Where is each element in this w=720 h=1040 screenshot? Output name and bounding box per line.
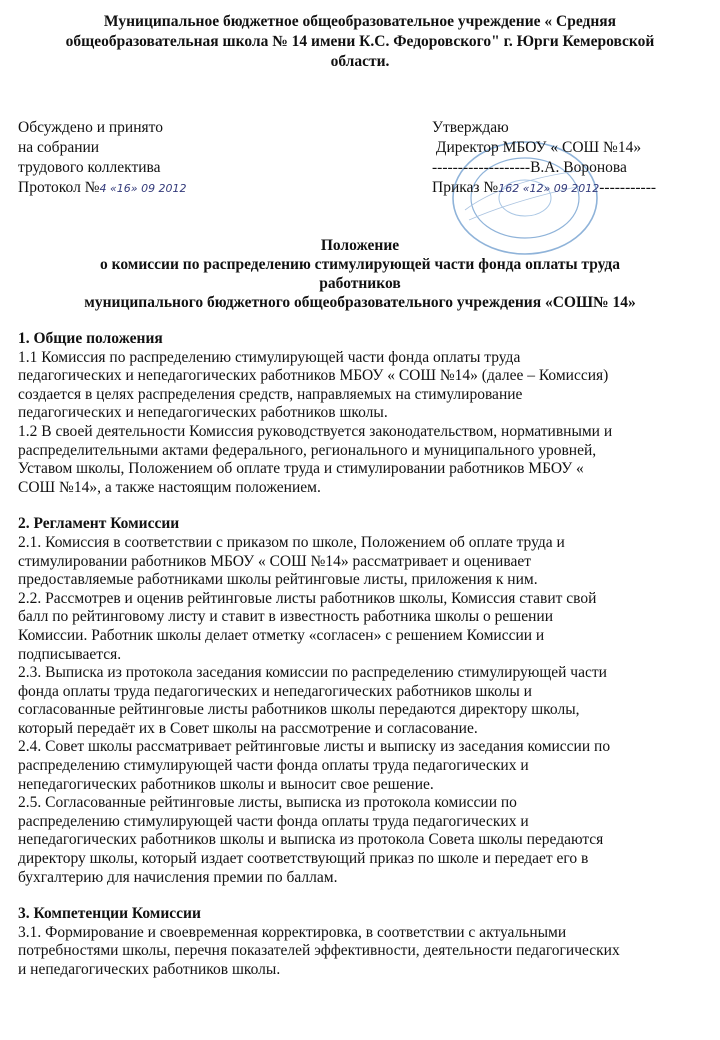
paragraph-line: педагогических и непедагогических работников МБОУ « СОШ №14» (далее – Комиссия) (18, 367, 609, 385)
left-line: на собрании (18, 139, 100, 156)
paragraph-line: который передаёт их в Совет школы на рассмотрение и согласование. (18, 719, 478, 737)
paragraph-line: Уставом школы, Положением об оплате труда и стимулировании работников МБОУ « (18, 460, 584, 478)
header-line: области. (330, 53, 390, 70)
director-signature-line (432, 158, 712, 178)
title-line: о комиссии по распределению стимулирующей части фонда оплаты труда (99, 256, 620, 273)
paragraph-line: директору школы, который издает соответствующий приказ по школе и передает его в (18, 850, 589, 868)
section-title: 1. Общие положения (18, 330, 163, 347)
paragraph-line: бухгалтерию для начисления премии по баллам. (18, 868, 338, 886)
paragraph-line: 3.1. Формирование и своевременная корректировка, в соответствии с актуальными (18, 923, 567, 941)
paragraph-line: СОШ №14», а также настоящим положением. (18, 478, 321, 496)
right-line: Утверждаю (432, 119, 509, 136)
paragraph-line: согласованные рейтинговые листы работников школы передаются директору школы, (18, 701, 580, 719)
header-line: общеобразовательная школа № 14 имени К.С. Федоровского" г. Юрги Кемеровской (65, 33, 655, 50)
paragraph-line: 2.3. Выписка из протокола заседания комиссии по распределению стимулирующей части (18, 664, 607, 682)
title-line: муниципального бюджетного общеобразовательного учреждения «СОШ№ 14» (84, 294, 636, 311)
section-title: 2. Регламент Комиссии (18, 515, 180, 533)
paragraph-line: Комиссии. Работник школы делает отметку «согласен» с решением Комиссии и (18, 626, 545, 644)
paragraph-line: 2.2. Рассмотрев и оценив рейтинговые листы работников школы, Комиссия ставит свой (18, 589, 597, 607)
order-dashes: ----------- (599, 179, 657, 196)
institution-header (30, 12, 690, 72)
paragraph-line: непедагогических работников школы и выносит свое решение. (18, 775, 434, 793)
paragraph-line: фонда оплаты труда педагогических и непедагогических работников школы и (18, 682, 532, 700)
paragraph-line: непедагогических работников школы и выписка из протокола Совета школы передаются (18, 831, 604, 849)
section-gap (18, 497, 706, 515)
paragraph-line: подписывается. (18, 645, 122, 663)
paragraph-line: 1.2 В своей деятельности Комиссия руководствуется законодательством, нормативными и (18, 422, 613, 440)
paragraph-line: распределительными актами федерального, регионального и муниципального уровней, (18, 441, 597, 459)
protocol-handwritten: 4 «16» 09 2012 (99, 182, 187, 195)
order-line (432, 178, 712, 199)
paragraph-line: 1.1 Комиссия по распределению стимулирующей части фонда оплаты труда (18, 348, 521, 366)
document-body (18, 330, 706, 980)
paragraph-line: создается в целях распределения средств, направляемых на стимулирование (18, 385, 523, 403)
protocol-line (18, 178, 318, 199)
order-handwritten: 162 «12» 09 2012 (498, 182, 600, 195)
section-gap (18, 887, 706, 905)
director-name: В.А. Воронова (530, 159, 627, 176)
paragraph-line: педагогических и непедагогических работников школы. (18, 404, 388, 422)
paragraph-line: распределению стимулирующей части фонда оплаты труда педагогических и (18, 812, 529, 830)
paragraph-line: 2.1. Комиссия в соответствии с приказом по школе, Положением об оплате труда и (18, 533, 565, 551)
order-label: Приказ № (432, 179, 499, 196)
paragraph-line: распределению стимулирующей части фонда оплаты труда педагогических и (18, 757, 529, 775)
right-line: Директор МБОУ « СОШ №14» (432, 139, 642, 156)
approval-left-block (18, 118, 318, 199)
paragraph-line: потребностями школы, перечня показателей эффективности, деятельности педагогических (18, 942, 620, 960)
document-title (20, 236, 700, 312)
left-line: Обсуждено и принято (18, 119, 163, 136)
protocol-label: Протокол № (18, 179, 100, 196)
title-line: Положение (320, 237, 400, 254)
paragraph-line: предоставляемые работниками школы рейтинговые листы, приложения к ним. (18, 571, 538, 589)
paragraph-line: 2.4. Совет школы рассматривает рейтинговые листы и выписку из заседания комиссии по (18, 738, 611, 756)
paragraph-line: стимулировании работников МБОУ « СОШ №14» рассматривает и оценивает (18, 552, 531, 570)
left-line: трудового коллектива (18, 159, 161, 176)
approval-right-block (432, 118, 712, 199)
paragraph-line: балл по рейтинговому листу и ставит в известность работника школы о решении (18, 608, 553, 626)
signature-dashes: ------------------- (432, 159, 531, 176)
paragraph-line: 2.5. Согласованные рейтинговые листы, выписка из протокола комиссии по (18, 794, 517, 812)
paragraph-line: и непедагогических работников школы. (18, 961, 281, 978)
header-line: Муниципальное бюджетное общеобразовательное учреждение « Средняя (103, 13, 617, 30)
section-title: 3. Компетенции Комиссии (18, 905, 201, 923)
title-line: работников (319, 275, 401, 292)
